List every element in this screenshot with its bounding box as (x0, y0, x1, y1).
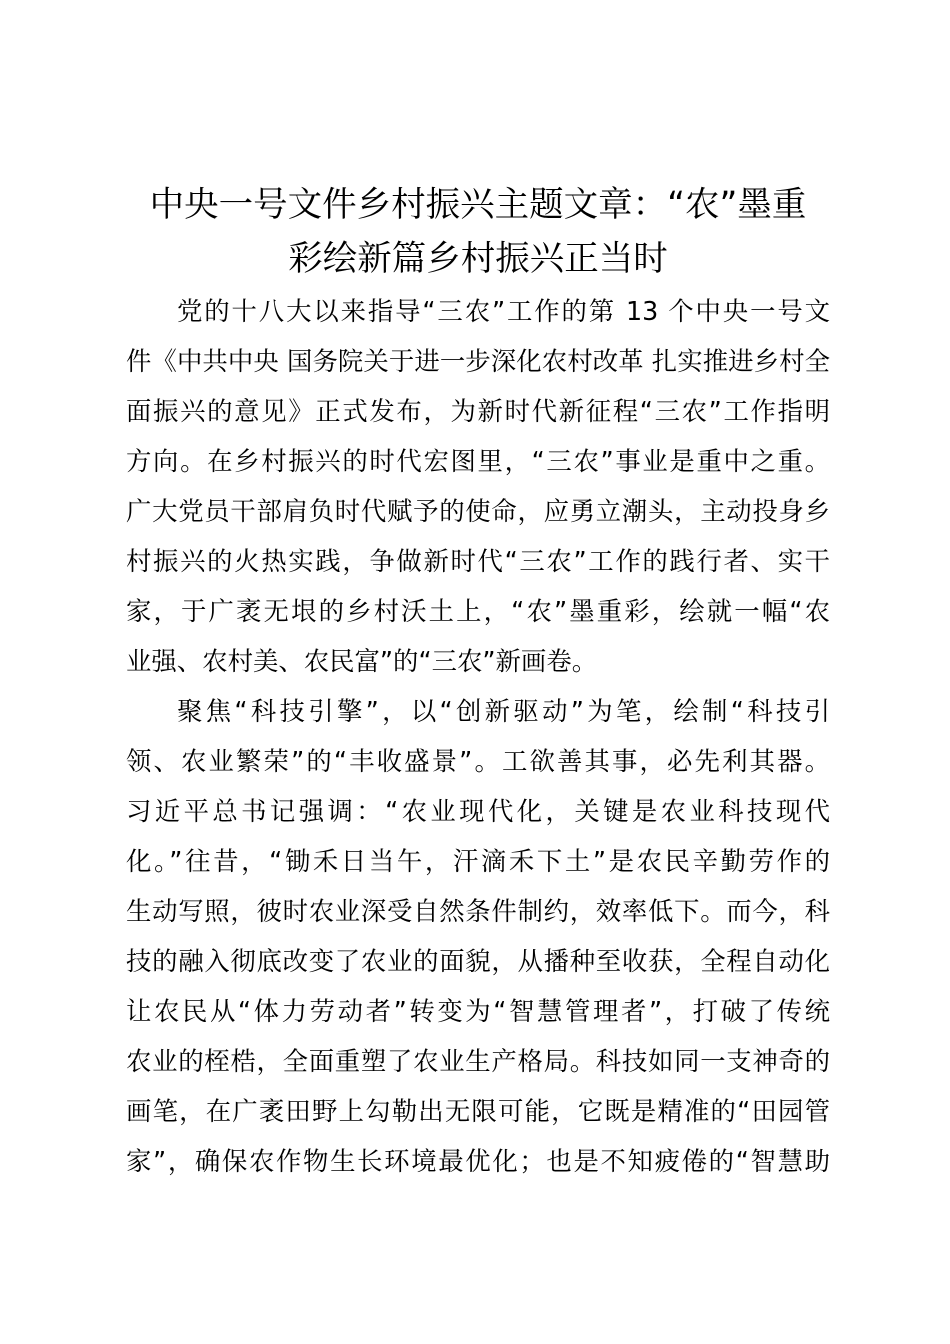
document-title (126, 178, 830, 286)
paragraph-line: 化。”往昔，“锄禾日当午，汗滴禾下土”是农民辛勤劳作的 (126, 846, 830, 876)
paragraph-line: 让农民从“体力劳动者”转变为“智慧管理者”，打破了传统 (126, 996, 830, 1026)
paragraph-line: 方向。在乡村振兴的时代宏图里，“三农”事业是重中之重。 (126, 446, 830, 476)
paragraph-line: 生动写照，彼时农业深受自然条件制约，效率低下。而今，科 (126, 896, 830, 926)
paragraph-line: 家，于广袤无垠的乡村沃土上，“农”墨重彩，绘就一幅“农 (126, 596, 830, 626)
paragraph-2 (126, 686, 830, 1186)
paragraph-1 (126, 286, 830, 686)
title-line: 中央一号文件乡村振兴主题文章：“农”墨重 (149, 185, 807, 225)
paragraph-line: 广大党员干部肩负时代赋予的使命，应勇立潮头，主动投身乡 (126, 496, 830, 526)
paragraph-line: 领、农业繁荣”的“丰收盛景”。工欲善其事，必先利其器。 (126, 746, 830, 776)
paragraph-line: 画笔，在广袤田野上勾勒出无限可能，它既是精准的“田园管 (126, 1096, 830, 1126)
paragraph-line: 家”，确保农作物生长环境最优化；也是不知疲倦的“智慧助 (126, 1146, 830, 1176)
document-page (126, 178, 830, 1186)
paragraph-line: 村振兴的火热实践，争做新时代“三农”工作的践行者、实干 (126, 546, 830, 576)
paragraph-line: 面振兴的意见》正式发布，为新时代新征程“三农”工作指明 (126, 396, 830, 426)
paragraph-line: 农业的桎梏，全面重塑了农业生产格局。科技如同一支神奇的 (126, 1046, 830, 1076)
paragraph-line: 件《中共中央 国务院关于进一步深化农村改革 扎实推进乡村全 (126, 346, 830, 376)
paragraph-line: 聚焦“科技引擎”，以“创新驱动”为笔，绘制“科技引 (177, 696, 830, 726)
paragraph-line: 党的十八大以来指导“三农”工作的第 13 个中央一号文 (177, 296, 830, 326)
paragraph-line: 习近平总书记强调：“农业现代化，关键是农业科技现代 (126, 796, 830, 826)
paragraph-line: 技的融入彻底改变了农业的面貌，从播种至收获，全程自动化 (126, 946, 830, 976)
paragraph-line: 业强、农村美、农民富”的“三农”新画卷。 (126, 646, 598, 676)
document-body (126, 286, 830, 1186)
title-line: 彩绘新篇乡村振兴正当时 (288, 239, 668, 279)
